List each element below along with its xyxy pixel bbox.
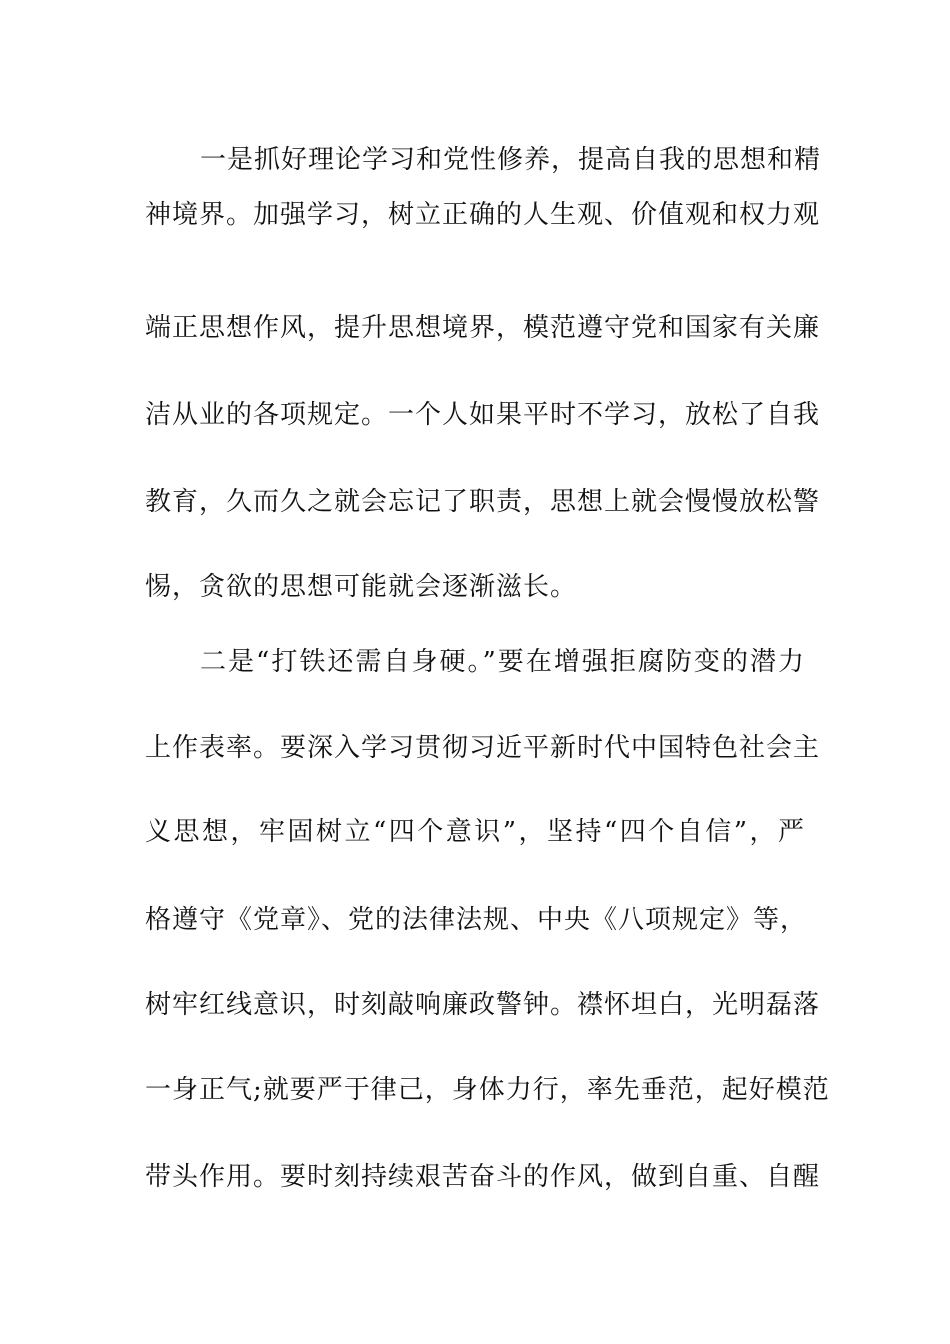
paragraph-1-line-3: 端正思想作风，提升思想境界，模范遵守党和国家有关廉	[145, 313, 821, 343]
paragraph-2-line-7: 带头作用。要时刻持续艰苦奋斗的作风，做到自重、自醒	[145, 1162, 821, 1192]
paragraph-2-line-3: 义思想，牢固树立“四个意识”，坚持“四个自信”，严	[145, 817, 805, 847]
paragraph-1-line-4: 洁从业的各项规定。一个人如果平时不学习，放松了自我	[145, 400, 821, 430]
paragraph-1-line-6: 惕，贪欲的思想可能就会逐渐滋长。	[145, 572, 578, 602]
paragraph-1-line-1: 一是抓好理论学习和党性修养，提高自我的思想和精	[200, 145, 822, 175]
paragraph-1-line-2: 神境界。加强学习，树立正确的人生观、价值观和权力观	[145, 200, 821, 230]
paragraph-1-line-5: 教育，久而久之就会忘记了职责，思想上就会慢慢放松警	[145, 487, 821, 517]
paragraph-2-line-4: 格遵守《党章》、党的法律法规、中央《八项规定》等，	[145, 905, 808, 935]
paragraph-2-line-2: 上作表率。要深入学习贯彻习近平新时代中国特色社会主	[145, 733, 821, 763]
paragraph-2-line-5: 树牢红线意识，时刻敲响廉政警钟。襟怀坦白，光明磊落	[145, 990, 821, 1020]
paragraph-2-line-1: 二是“打铁还需自身硬。”要在增强拒腐防变的潜力	[200, 647, 805, 677]
paragraph-2-line-6: 一身正气;就要严于律己，身体力行，率先垂范，起好模范	[145, 1075, 830, 1105]
